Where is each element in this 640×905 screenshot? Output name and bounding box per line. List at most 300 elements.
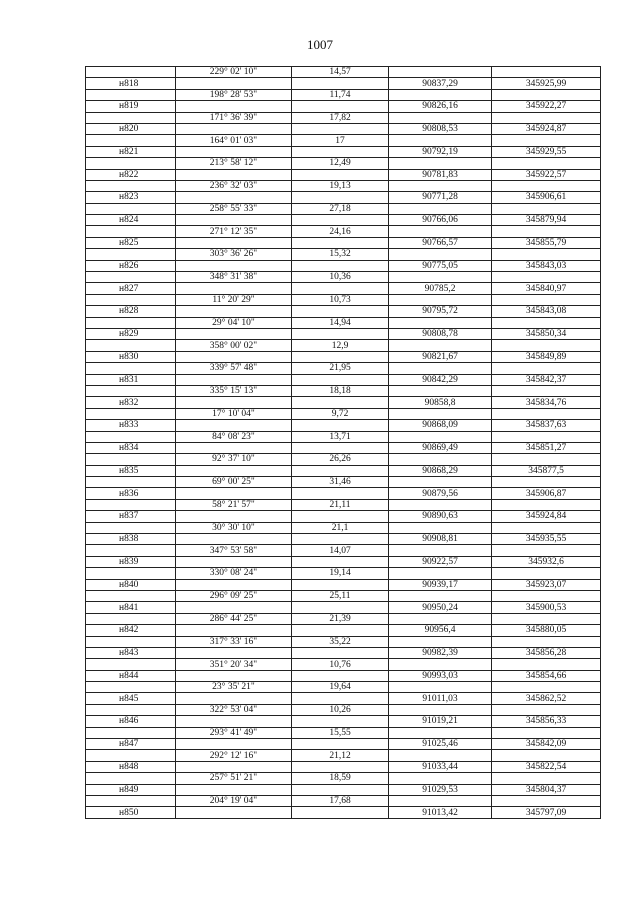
x-coordinate-cell [389, 89, 492, 100]
segment-length-cell: 17 [292, 135, 389, 146]
y-coordinate-cell [492, 135, 601, 146]
y-coordinate-cell [492, 750, 601, 761]
segment-length-cell [292, 534, 389, 545]
y-coordinate-cell [492, 112, 601, 123]
y-coordinate-cell: 345849,89 [492, 351, 601, 362]
point-name-cell: н822 [86, 169, 176, 180]
segment-length-cell [292, 283, 389, 294]
segment-length-cell [292, 146, 389, 157]
y-coordinate-cell: 345842,37 [492, 374, 601, 385]
direction-angle-cell: 29° 04' 10" [176, 317, 292, 328]
table-row [86, 78, 601, 89]
x-coordinate-cell [389, 750, 492, 761]
y-coordinate-cell [492, 796, 601, 807]
y-coordinate-cell [492, 385, 601, 396]
direction-angle-cell: 286° 44' 25" [176, 613, 292, 624]
y-coordinate-cell: 345842,09 [492, 739, 601, 750]
y-coordinate-cell: 345922,57 [492, 169, 601, 180]
y-coordinate-cell [492, 545, 601, 556]
point-name-cell [86, 704, 176, 715]
x-coordinate-cell: 90890,63 [389, 511, 492, 522]
direction-angle-cell [176, 647, 292, 658]
point-name-cell: н827 [86, 283, 176, 294]
table-row [86, 215, 601, 226]
table-row [86, 807, 601, 818]
table-row [86, 579, 601, 590]
point-name-cell [86, 796, 176, 807]
y-coordinate-cell [492, 180, 601, 191]
x-coordinate-cell: 90775,05 [389, 260, 492, 271]
y-coordinate-cell: 345862,52 [492, 693, 601, 704]
direction-angle-cell: 236° 32' 03" [176, 180, 292, 191]
direction-angle-cell: 330° 08' 24" [176, 568, 292, 579]
point-name-cell: н824 [86, 215, 176, 226]
segment-length-cell: 18,59 [292, 773, 389, 784]
segment-length-cell: 12,49 [292, 158, 389, 169]
point-name-cell: н841 [86, 602, 176, 613]
y-coordinate-cell [492, 636, 601, 647]
point-name-cell [86, 408, 176, 419]
segment-length-cell [292, 351, 389, 362]
point-name-cell [86, 590, 176, 601]
table-row [86, 397, 601, 408]
table-row [86, 363, 601, 374]
y-coordinate-cell [492, 89, 601, 100]
table-row [86, 465, 601, 476]
x-coordinate-cell [389, 727, 492, 738]
direction-angle-cell: 229° 02' 10" [176, 67, 292, 78]
direction-angle-cell: 347° 53' 58" [176, 545, 292, 556]
y-coordinate-cell: 345804,37 [492, 784, 601, 795]
table-row [86, 158, 601, 169]
point-name-cell: н826 [86, 260, 176, 271]
x-coordinate-cell: 90950,24 [389, 602, 492, 613]
y-coordinate-cell: 345856,28 [492, 647, 601, 658]
point-name-cell [86, 203, 176, 214]
direction-angle-cell: 335° 15' 13" [176, 385, 292, 396]
segment-length-cell [292, 374, 389, 385]
point-name-cell: н842 [86, 625, 176, 636]
point-name-cell [86, 89, 176, 100]
y-coordinate-cell [492, 773, 601, 784]
y-coordinate-cell: 345880,05 [492, 625, 601, 636]
point-name-cell: н830 [86, 351, 176, 362]
direction-angle-cell [176, 465, 292, 476]
y-coordinate-cell: 345935,55 [492, 534, 601, 545]
direction-angle-cell [176, 579, 292, 590]
table-row [86, 716, 601, 727]
direction-angle-cell [176, 556, 292, 567]
y-coordinate-cell [492, 363, 601, 374]
segment-length-cell: 10,73 [292, 294, 389, 305]
table-row [86, 647, 601, 658]
x-coordinate-cell: 91011,03 [389, 693, 492, 704]
table-row [86, 670, 601, 681]
y-coordinate-cell [492, 568, 601, 579]
direction-angle-cell [176, 625, 292, 636]
table-row [86, 249, 601, 260]
x-coordinate-cell: 90837,29 [389, 78, 492, 89]
segment-length-cell [292, 306, 389, 317]
y-coordinate-cell [492, 203, 601, 214]
table-row [86, 260, 601, 271]
direction-angle-cell [176, 761, 292, 772]
y-coordinate-cell [492, 272, 601, 283]
segment-length-cell [292, 511, 389, 522]
point-name-cell: н844 [86, 670, 176, 681]
segment-length-cell [292, 101, 389, 112]
x-coordinate-cell: 90795,72 [389, 306, 492, 317]
y-coordinate-cell [492, 613, 601, 624]
point-name-cell: н829 [86, 328, 176, 339]
point-name-cell: н834 [86, 442, 176, 453]
table-row [86, 602, 601, 613]
direction-angle-cell: 213° 58' 12" [176, 158, 292, 169]
table-row [86, 488, 601, 499]
table-row [86, 374, 601, 385]
coordinates-table [85, 66, 601, 819]
point-name-cell: н849 [86, 784, 176, 795]
direction-angle-cell [176, 442, 292, 453]
segment-length-cell: 15,32 [292, 249, 389, 260]
direction-angle-cell: 23° 35' 21" [176, 682, 292, 693]
table-row [86, 727, 601, 738]
point-name-cell: н836 [86, 488, 176, 499]
segment-length-cell: 19,14 [292, 568, 389, 579]
direction-angle-cell: 92° 37' 10" [176, 454, 292, 465]
table-row [86, 272, 601, 283]
coordinates-table-container [85, 66, 600, 819]
table-row [86, 123, 601, 134]
y-coordinate-cell [492, 522, 601, 533]
point-name-cell [86, 158, 176, 169]
direction-angle-cell: 317° 33' 16" [176, 636, 292, 647]
x-coordinate-cell [389, 180, 492, 191]
x-coordinate-cell [389, 249, 492, 260]
direction-angle-cell [176, 693, 292, 704]
direction-angle-cell [176, 670, 292, 681]
point-name-cell [86, 773, 176, 784]
y-coordinate-cell: 345837,63 [492, 420, 601, 431]
point-name-cell [86, 112, 176, 123]
direction-angle-cell: 257° 51' 21" [176, 773, 292, 784]
point-name-cell: н839 [86, 556, 176, 567]
direction-angle-cell [176, 283, 292, 294]
table-row [86, 442, 601, 453]
table-row [86, 534, 601, 545]
segment-length-cell [292, 420, 389, 431]
point-name-cell [86, 272, 176, 283]
x-coordinate-cell [389, 773, 492, 784]
table-row [86, 704, 601, 715]
y-coordinate-cell [492, 590, 601, 601]
x-coordinate-cell [389, 704, 492, 715]
y-coordinate-cell: 345822,54 [492, 761, 601, 772]
segment-length-cell [292, 670, 389, 681]
point-name-cell: н825 [86, 237, 176, 248]
table-row [86, 613, 601, 624]
segment-length-cell: 17,82 [292, 112, 389, 123]
point-name-cell [86, 659, 176, 670]
segment-length-cell: 21,11 [292, 499, 389, 510]
direction-angle-cell: 339° 57' 48" [176, 363, 292, 374]
direction-angle-cell: 58° 21' 57" [176, 499, 292, 510]
y-coordinate-cell [492, 67, 601, 78]
table-row [86, 340, 601, 351]
y-coordinate-cell: 345856,33 [492, 716, 601, 727]
y-coordinate-cell: 345840,97 [492, 283, 601, 294]
table-row [86, 545, 601, 556]
x-coordinate-cell [389, 613, 492, 624]
y-coordinate-cell: 345855,79 [492, 237, 601, 248]
y-coordinate-cell: 345924,84 [492, 511, 601, 522]
direction-angle-cell [176, 420, 292, 431]
point-name-cell [86, 135, 176, 146]
point-name-cell: н832 [86, 397, 176, 408]
point-name-cell: н835 [86, 465, 176, 476]
direction-angle-cell: 358° 00' 02" [176, 340, 292, 351]
point-name-cell: н838 [86, 534, 176, 545]
direction-angle-cell: 271° 12' 35" [176, 226, 292, 237]
y-coordinate-cell: 345929,55 [492, 146, 601, 157]
table-row [86, 237, 601, 248]
segment-length-cell [292, 215, 389, 226]
y-coordinate-cell [492, 477, 601, 488]
segment-length-cell: 21,39 [292, 613, 389, 624]
x-coordinate-cell: 90771,28 [389, 192, 492, 203]
direction-angle-cell: 258° 55' 33" [176, 203, 292, 214]
table-row [86, 784, 601, 795]
point-name-cell: н846 [86, 716, 176, 727]
point-name-cell [86, 522, 176, 533]
direction-angle-cell [176, 146, 292, 157]
segment-length-cell [292, 442, 389, 453]
direction-angle-cell: 198° 28' 53" [176, 89, 292, 100]
segment-length-cell: 21,95 [292, 363, 389, 374]
x-coordinate-cell [389, 408, 492, 419]
segment-length-cell [292, 716, 389, 727]
point-name-cell: н819 [86, 101, 176, 112]
y-coordinate-cell: 345906,87 [492, 488, 601, 499]
direction-angle-cell [176, 215, 292, 226]
table-row [86, 568, 601, 579]
segment-length-cell: 11,74 [292, 89, 389, 100]
point-name-cell [86, 431, 176, 442]
x-coordinate-cell: 90879,56 [389, 488, 492, 499]
direction-angle-cell [176, 192, 292, 203]
table-row [86, 773, 601, 784]
x-coordinate-cell [389, 636, 492, 647]
direction-angle-cell [176, 784, 292, 795]
direction-angle-cell [176, 739, 292, 750]
segment-length-cell: 27,18 [292, 203, 389, 214]
y-coordinate-cell [492, 158, 601, 169]
direction-angle-cell [176, 78, 292, 89]
segment-length-cell [292, 465, 389, 476]
x-coordinate-cell: 91025,46 [389, 739, 492, 750]
direction-angle-cell [176, 123, 292, 134]
x-coordinate-cell: 90982,39 [389, 647, 492, 658]
table-row [86, 89, 601, 100]
point-name-cell [86, 249, 176, 260]
direction-angle-cell [176, 511, 292, 522]
y-coordinate-cell [492, 226, 601, 237]
table-row [86, 351, 601, 362]
point-name-cell: н845 [86, 693, 176, 704]
point-name-cell [86, 317, 176, 328]
segment-length-cell: 14,07 [292, 545, 389, 556]
segment-length-cell: 24,16 [292, 226, 389, 237]
segment-length-cell [292, 78, 389, 89]
direction-angle-cell: 164° 01' 03" [176, 135, 292, 146]
table-row [86, 693, 601, 704]
x-coordinate-cell [389, 545, 492, 556]
point-name-cell [86, 180, 176, 191]
y-coordinate-cell [492, 682, 601, 693]
table-row [86, 180, 601, 191]
point-name-cell: н850 [86, 807, 176, 818]
point-name-cell: н818 [86, 78, 176, 89]
x-coordinate-cell [389, 272, 492, 283]
segment-length-cell [292, 784, 389, 795]
page-number: 1007 [307, 37, 333, 52]
point-name-cell: н820 [86, 123, 176, 134]
segment-length-cell: 18,18 [292, 385, 389, 396]
table-row [86, 306, 601, 317]
point-name-cell [86, 294, 176, 305]
point-name-cell: н843 [86, 647, 176, 658]
x-coordinate-cell [389, 590, 492, 601]
segment-length-cell [292, 602, 389, 613]
point-name-cell: н821 [86, 146, 176, 157]
y-coordinate-cell: 345850,34 [492, 328, 601, 339]
x-coordinate-cell: 90858,8 [389, 397, 492, 408]
direction-angle-cell [176, 260, 292, 271]
segment-length-cell [292, 123, 389, 134]
x-coordinate-cell [389, 796, 492, 807]
x-coordinate-cell: 90826,16 [389, 101, 492, 112]
y-coordinate-cell [492, 431, 601, 442]
segment-length-cell [292, 693, 389, 704]
direction-angle-cell [176, 716, 292, 727]
x-coordinate-cell: 90868,09 [389, 420, 492, 431]
direction-angle-cell [176, 101, 292, 112]
segment-length-cell: 14,94 [292, 317, 389, 328]
segment-length-cell: 17,68 [292, 796, 389, 807]
direction-angle-cell [176, 328, 292, 339]
x-coordinate-cell: 91029,53 [389, 784, 492, 795]
x-coordinate-cell: 90808,53 [389, 123, 492, 134]
x-coordinate-cell [389, 477, 492, 488]
table-row [86, 522, 601, 533]
y-coordinate-cell: 345922,27 [492, 101, 601, 112]
segment-length-cell: 26,26 [292, 454, 389, 465]
x-coordinate-cell [389, 158, 492, 169]
y-coordinate-cell: 345932,6 [492, 556, 601, 567]
point-name-cell: н831 [86, 374, 176, 385]
direction-angle-cell: 69° 00' 25" [176, 477, 292, 488]
x-coordinate-cell: 90821,67 [389, 351, 492, 362]
table-row [86, 431, 601, 442]
table-row [86, 112, 601, 123]
x-coordinate-cell [389, 499, 492, 510]
point-name-cell [86, 636, 176, 647]
segment-length-cell [292, 625, 389, 636]
table-row [86, 101, 601, 112]
x-coordinate-cell: 90792,19 [389, 146, 492, 157]
table-row [86, 761, 601, 772]
point-name-cell [86, 568, 176, 579]
direction-angle-cell: 351° 20' 34" [176, 659, 292, 670]
x-coordinate-cell [389, 112, 492, 123]
x-coordinate-cell: 90842,29 [389, 374, 492, 385]
y-coordinate-cell: 345900,53 [492, 602, 601, 613]
segment-length-cell: 14,57 [292, 67, 389, 78]
segment-length-cell [292, 237, 389, 248]
point-name-cell [86, 226, 176, 237]
x-coordinate-cell [389, 454, 492, 465]
direction-angle-cell: 293° 41' 49" [176, 727, 292, 738]
segment-length-cell [292, 260, 389, 271]
y-coordinate-cell: 345877,5 [492, 465, 601, 476]
x-coordinate-cell [389, 67, 492, 78]
direction-angle-cell [176, 534, 292, 545]
point-name-cell [86, 340, 176, 351]
y-coordinate-cell [492, 408, 601, 419]
direction-angle-cell [176, 306, 292, 317]
table-row [86, 226, 601, 237]
x-coordinate-cell [389, 385, 492, 396]
table-row [86, 294, 601, 305]
y-coordinate-cell: 345797,09 [492, 807, 601, 818]
x-coordinate-cell [389, 431, 492, 442]
segment-length-cell [292, 397, 389, 408]
y-coordinate-cell [492, 294, 601, 305]
segment-length-cell [292, 192, 389, 203]
point-name-cell [86, 545, 176, 556]
direction-angle-cell [176, 374, 292, 385]
table-row [86, 636, 601, 647]
direction-angle-cell: 303° 36' 26" [176, 249, 292, 260]
table-row [86, 317, 601, 328]
direction-angle-cell [176, 807, 292, 818]
table-row [86, 750, 601, 761]
x-coordinate-cell [389, 363, 492, 374]
direction-angle-cell: 11° 20' 29" [176, 294, 292, 305]
direction-angle-cell: 171° 36' 39" [176, 112, 292, 123]
point-name-cell [86, 499, 176, 510]
table-row [86, 203, 601, 214]
segment-length-cell [292, 328, 389, 339]
y-coordinate-cell: 345924,87 [492, 123, 601, 134]
segment-length-cell: 13,71 [292, 431, 389, 442]
table-row [86, 328, 601, 339]
direction-angle-cell [176, 488, 292, 499]
table-row [86, 420, 601, 431]
y-coordinate-cell [492, 659, 601, 670]
y-coordinate-cell [492, 704, 601, 715]
y-coordinate-cell: 345834,76 [492, 397, 601, 408]
table-row [86, 408, 601, 419]
segment-length-cell: 10,76 [292, 659, 389, 670]
x-coordinate-cell [389, 340, 492, 351]
table-row [86, 146, 601, 157]
point-name-cell [86, 385, 176, 396]
x-coordinate-cell: 90922,57 [389, 556, 492, 567]
point-name-cell [86, 750, 176, 761]
table-row [86, 682, 601, 693]
table-row [86, 169, 601, 180]
